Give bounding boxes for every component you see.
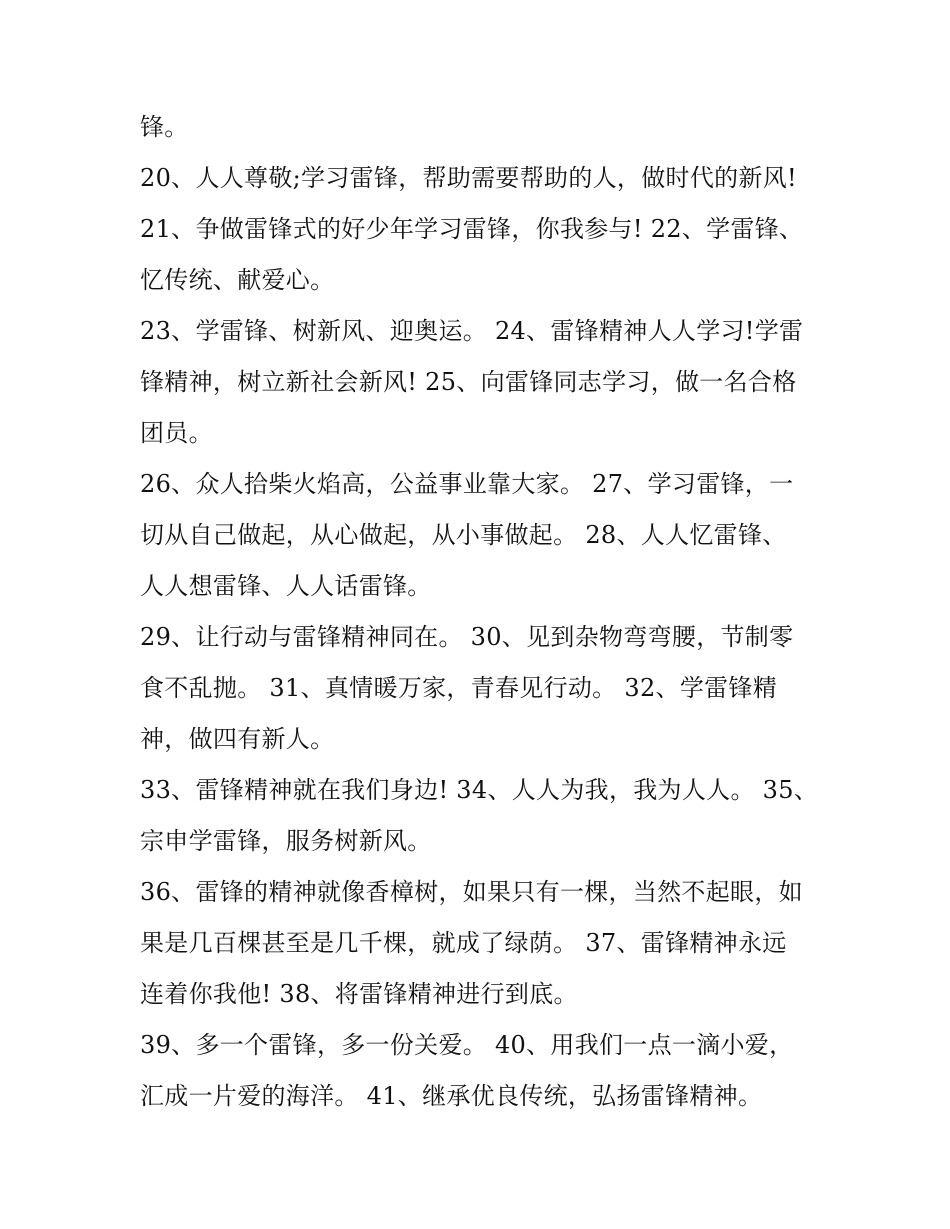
- text-line: 39、多一个雷锋，多一份关爱。 40、用我们一点一滴小爱，: [140, 1031, 794, 1059]
- text-line: 连着你我他! 38、将雷锋精神进行到底。: [140, 980, 578, 1008]
- text-line: 神，做四有新人。: [140, 725, 335, 753]
- text-line: 人人想雷锋、人人话雷锋。: [140, 572, 432, 600]
- text-line: 汇成一片爱的海洋。 41、继承优良传统，弘扬雷锋精神。: [140, 1082, 763, 1110]
- text-line: 29、让行动与雷锋精神同在。 30、见到杂物弯弯腰，节制零: [140, 623, 794, 651]
- text-line: 果是几百棵甚至是几千棵，就成了绿荫。 37、雷锋精神永远: [140, 929, 787, 957]
- text-line: 忆传统、献爱心。: [140, 266, 335, 294]
- text-line: 食不乱抛。 31、真情暖万家，青春见行动。 32、学雷锋精: [140, 674, 778, 702]
- text-line: 36、雷锋的精神就像香樟树，如果只有一棵，当然不起眼，如: [140, 878, 803, 906]
- text-line: 26、众人拾柴火焰高，公益事业靠大家。 27、学习雷锋，一: [140, 470, 794, 498]
- text-line: 21、争做雷锋式的好少年学习雷锋，你我参与! 22、学雷锋、: [140, 215, 804, 243]
- text-line: 23、学雷锋、树新风、迎奥运。 24、雷锋精神人人学习!学雷: [140, 317, 804, 345]
- text-line: 20、人人尊敬;学习雷锋，帮助需要帮助的人，做时代的新风!: [140, 164, 797, 192]
- text-line: 33、雷锋精神就在我们身边! 34、人人为我，我为人人。 35、: [140, 776, 819, 804]
- text-line: 锋。: [140, 113, 189, 141]
- text-line: 宗申学雷锋，服务树新风。: [140, 827, 432, 855]
- text-line: 团员。: [140, 419, 213, 447]
- text-line: 锋精神，树立新社会新风! 25、向雷锋同志学习，做一名合格: [140, 368, 797, 396]
- text-line: 切从自己做起，从心做起，从小事做起。 28、人人忆雷锋、: [140, 521, 787, 549]
